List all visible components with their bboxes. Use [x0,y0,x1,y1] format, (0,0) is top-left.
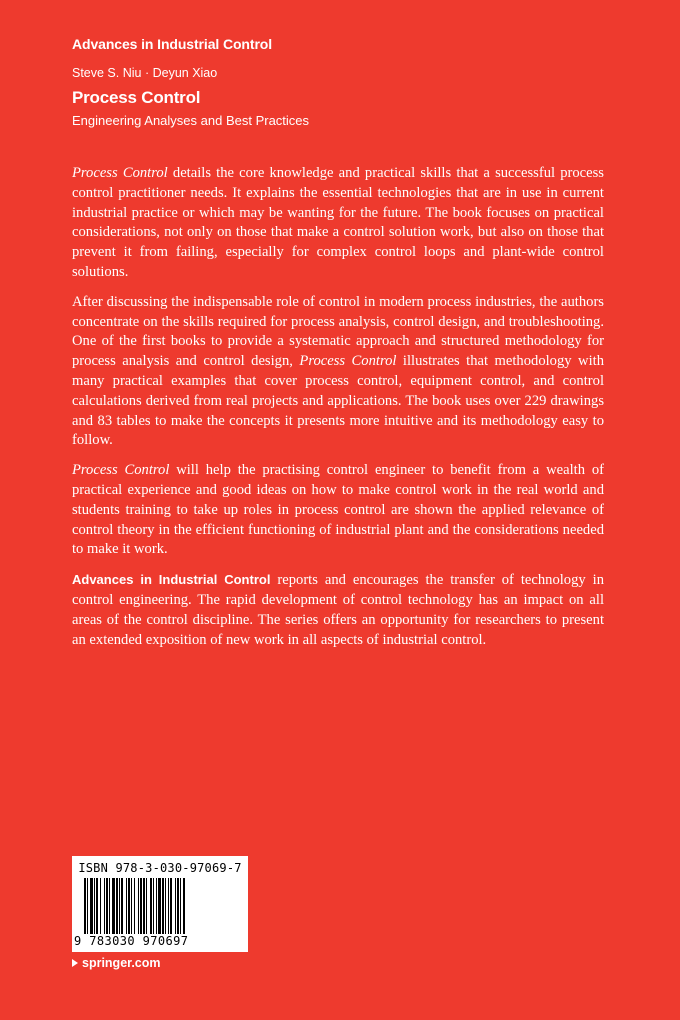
isbn-label: ISBN 978-3-030-97069-7 [78,861,242,875]
publisher-link[interactable] [72,956,161,970]
series-name: Advances in Industrial Control [72,36,273,52]
blurb-paragraph-3 [72,461,604,560]
book-subtitle: Engineering Analyses and Best Practices [72,113,310,128]
book-title: Process Control [72,88,201,107]
isbn-barcode [72,856,248,952]
arrow-right-icon [72,959,78,967]
blurb-paragraph-4 [72,570,604,650]
barcode-digits: 9 783030 970697 [74,934,189,948]
title-italic: Process Control [299,353,397,370]
title-italic: Process Control [72,165,168,181]
paragraph-text: reports and encourages the transfer of technology in control engineering. The rapid development of control technology has an impact on all areas of the control discipline. The series offers an opportunity for researchers to present an extended exposition of new work in all aspects of industrial control. [72,572,605,648]
paragraph-text: details the core knowledge and practical skills that a successful process control practitioner needs. It explains the essential technologies that are in use in current industrial practice or which may be wanting for the future. The book focuses on practical considerations, not only on those that make a control solution work, but also on those that prevent it from failing, especially for complex control loops and plant-wide control solutions. [72,165,604,280]
paragraph-text: illustrates that methodology with many practical examples that cover process control, equipment control, and control calculations derived from real projects and applications. The book uses over 229 drawings and 83 tables to make the concepts it presents more intuitive and its methodology easy to follow. [72,353,604,449]
blurb [72,164,604,660]
authors: Steve S. Niu · Deyun Xiao [72,66,218,80]
series-name-inline: Advances in Industrial Control [72,572,271,588]
paragraph-text: will help the practising control engineer to benefit from a wealth of practical experience and good ideas on how to make control work in the real world and students training to take up roles in process control are shown the applied relevance of control theory in the efficient functioning of industrial plant and the considerations needed to make it work. [72,462,604,558]
title-italic: Process Control [72,462,170,479]
paragraph-text: After discussing the indispensable role of control in modern process industries, the authors concentrate on the skills required for process analysis, control design, and troubleshooting. One of the first books to provide a systematic approach and structured methodology for process analysis and control design, [72,293,604,370]
blurb-paragraph-2 [72,293,604,451]
publisher-url: springer.com [82,956,161,970]
barcode-bars [84,878,240,934]
blurb-paragraph-1 [72,164,604,283]
